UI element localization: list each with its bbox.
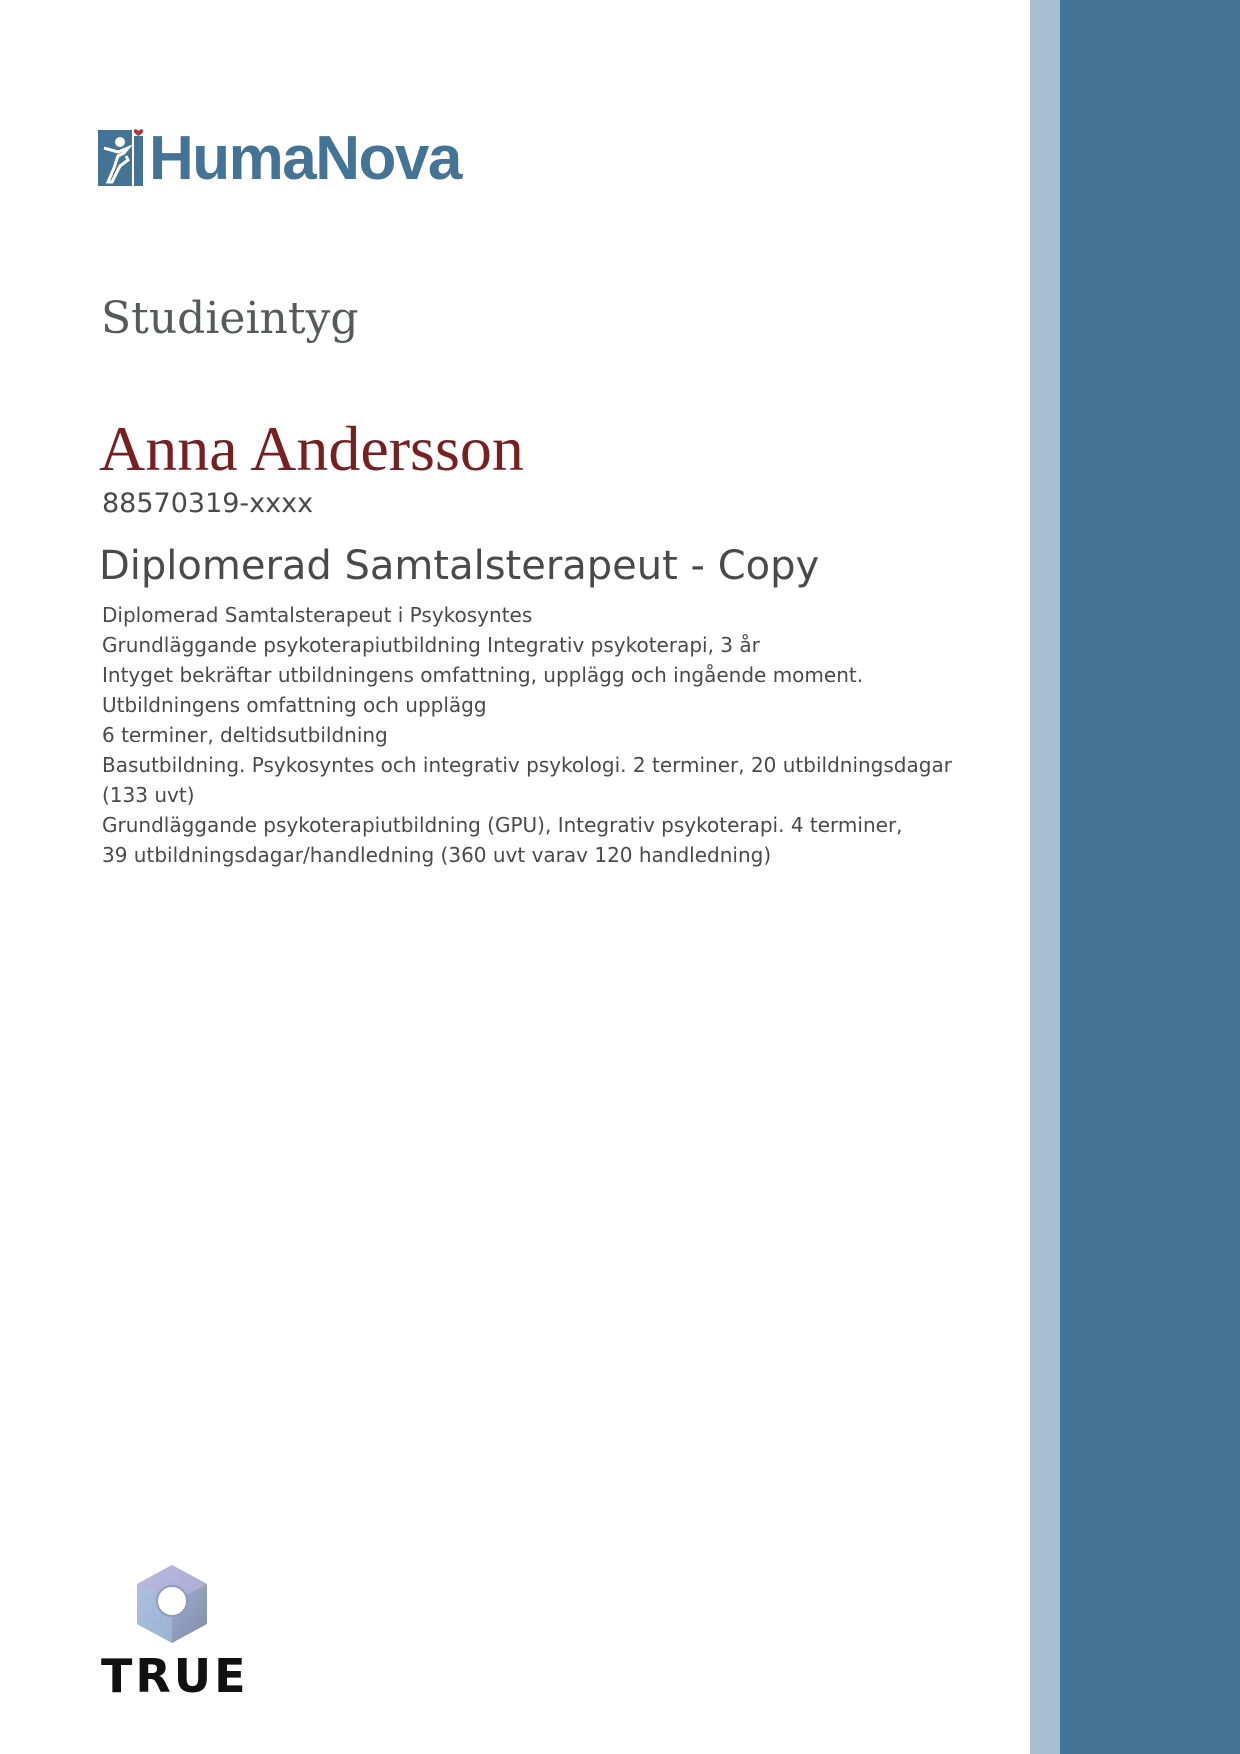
detail-line: Utbildningens omfattning och upplägg — [102, 693, 487, 717]
detail-line: 39 utbildningsdagar/handledning (360 uvt varav 120 handledning) — [102, 843, 772, 867]
detail-line: Grundläggande psykoterapiutbildning Integrativ psykoterapi, 3 år — [102, 633, 760, 657]
hexagon-ring-icon — [133, 1563, 211, 1645]
program-details — [102, 600, 1002, 870]
decorative-band-light — [1030, 0, 1060, 1754]
detail-line: Grundläggande psykoterapiutbildning (GPU), Integrativ psykoterapi. 4 terminer, — [102, 813, 903, 837]
detail-line: Diplomerad Samtalsterapeut i Psykosyntes — [102, 603, 533, 627]
decorative-band-dark — [1060, 0, 1240, 1754]
detail-line: 6 terminer, deltidsutbildning — [102, 723, 388, 747]
detail-line: Basutbildning. Psykosyntes och integrativ psykologi. 2 terminer, 20 utbildningsdagar (133 uvt) — [102, 753, 952, 807]
detail-line: Intyget bekräftar utbildningens omfattning, upplägg och ingående moment. — [102, 663, 864, 687]
humanova-logo-text: HumaNova — [149, 124, 461, 193]
humanova-logo — [98, 116, 461, 193]
true-logo-text: TRUE — [101, 1649, 249, 1703]
document-title: Studieintyg — [101, 293, 359, 344]
true-logo — [101, 1563, 251, 1703]
student-id: 88570319-xxxx — [102, 488, 314, 519]
program-title: Diplomerad Samtalsterapeut - Copy — [99, 543, 820, 589]
student-name: Anna Andersson — [99, 413, 524, 484]
humanova-figure-icon — [98, 122, 148, 186]
